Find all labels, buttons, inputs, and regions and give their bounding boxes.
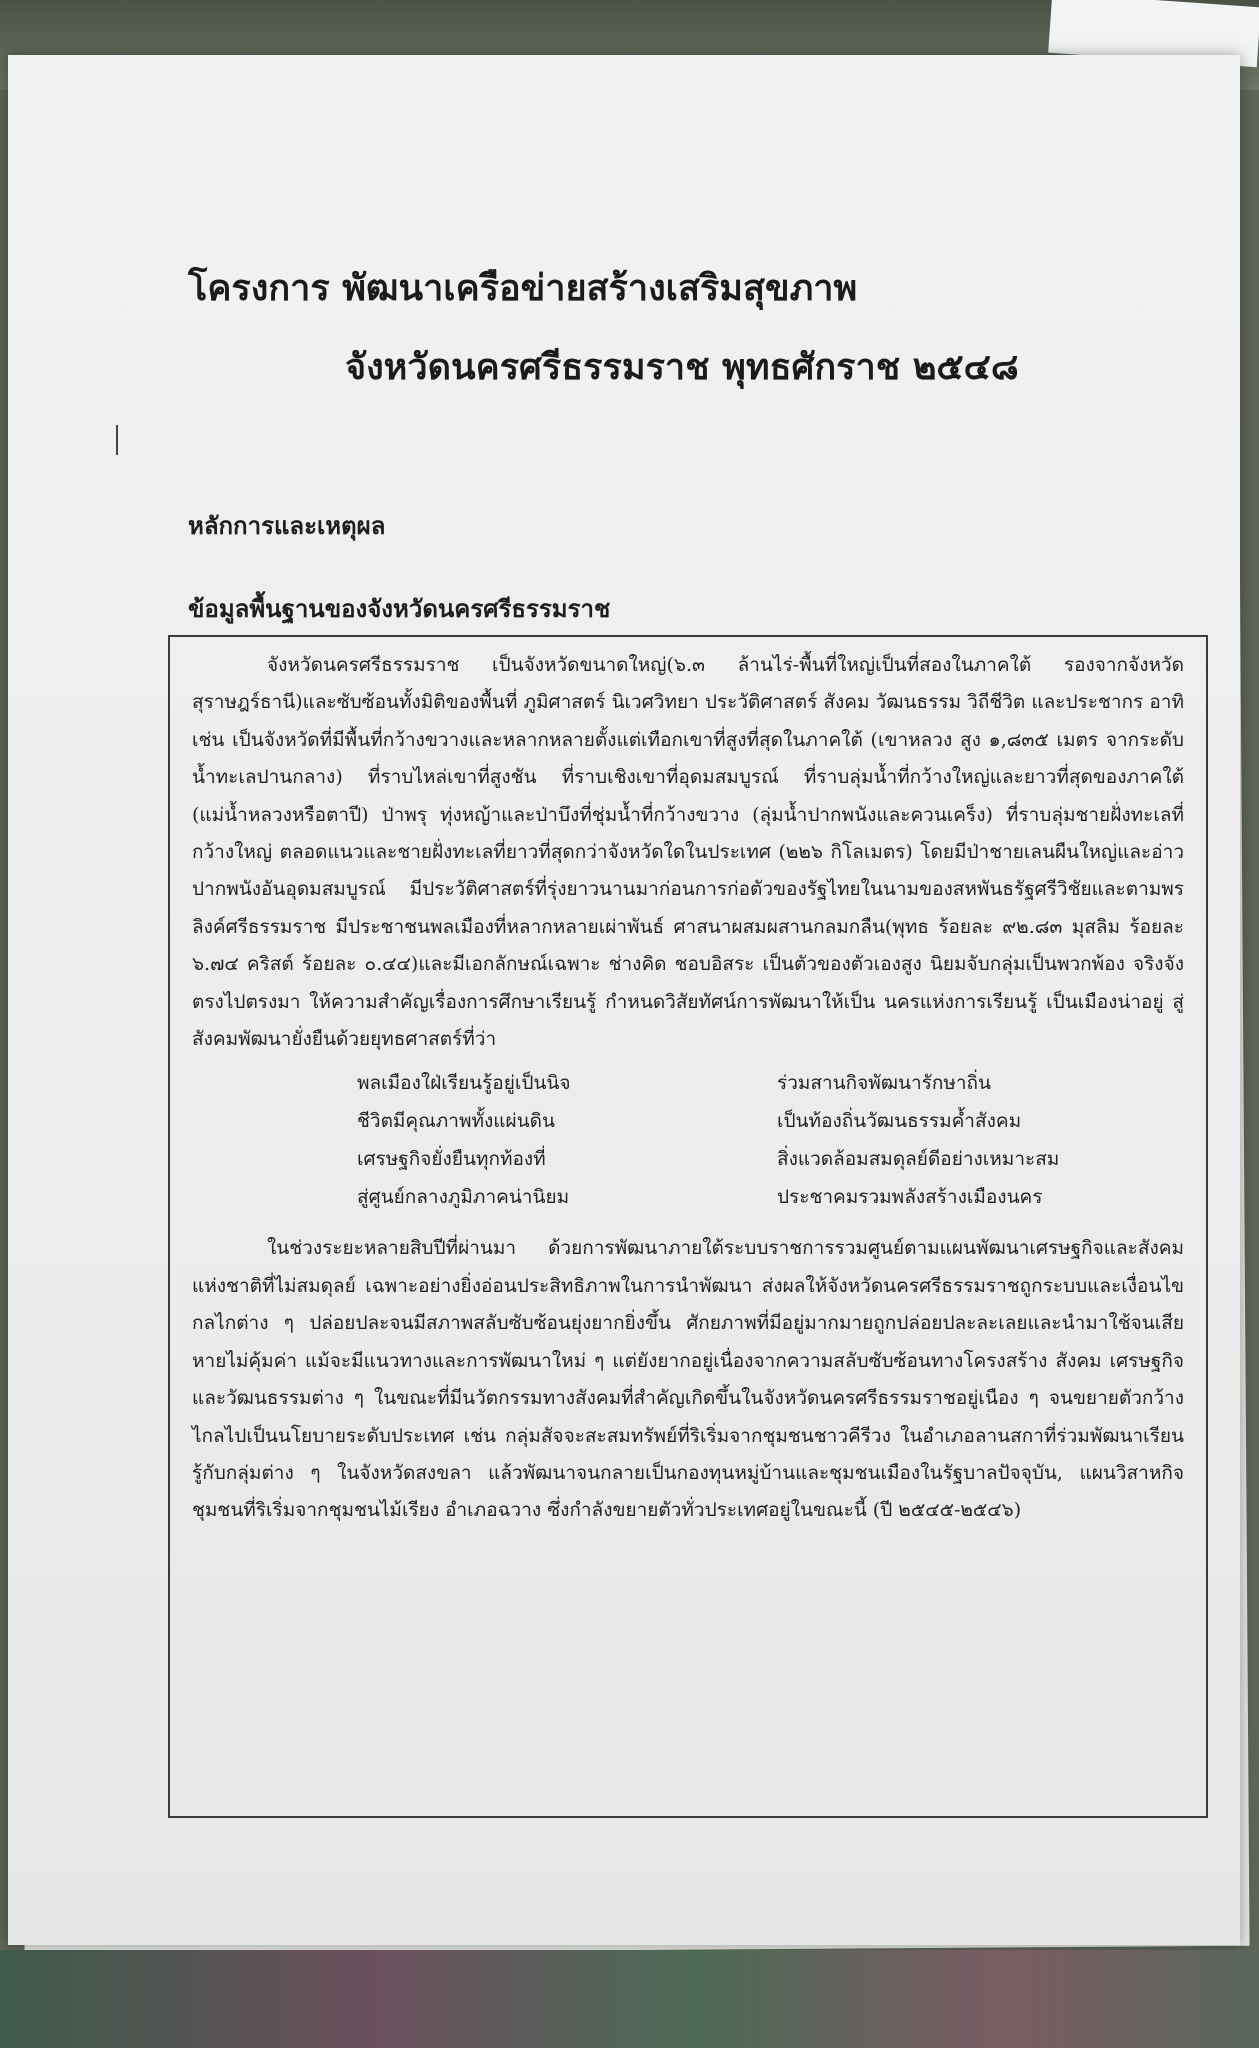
slogan-line: ประชาคมรวมพลังสร้างเมืองนคร bbox=[777, 1186, 1043, 1209]
slogan-line: สู่ศูนย์กลางภูมิภาคน่านิยม bbox=[357, 1186, 570, 1209]
slogan-line: ชีวิตมีคุณภาพทั้งแผ่นดิน bbox=[357, 1110, 555, 1133]
slogan-line: พลเมืองใฝ่เรียนรู้อยู่เป็นนิจ bbox=[357, 1072, 571, 1095]
paragraph-1: จังหวัดนครศรีธรรมราช เป็นจังหวัดขนาดใหญ่(๖.๓ ล้านไร่-พื้นที่ใหญ่เป็นที่สองในภาคใต้ รองจากจังหวัดสุราษฎร์ธานี)และซับซ้อนทั้งมิติของพื้นที่ ภูมิศาสตร์ นิเวศวิทยา ประวัติศาสตร์ สังคม วัฒนธรรม วิถีชีวิต และประชากร อาทิเช่น เป็นจังหวัดที่มีพื้นที่กว้างขวางและหลากหลายตั้งแต่เทือกเขาที่สูงที่สุดในภาคใต้ (เขาหลวง สูง ๑,๘๓๕ เมตร จากระดับน้ำทะเลปานกลาง) ที่ราบไหล่เขาที่สูงชัน ที่ราบเชิงเขาที่อุดมสมบูรณ์ ที่ราบลุ่มน้ำที่กว้างใหญ่และยาวที่สุดของภาคใต้ (แม่น้ำหลวงหรือตาปี) ป่าพรุ ทุ่งหญ้าและป่าบึงที่ชุ่มน้ำที่กว้างขวาง (ลุ่มน้ำปากพนังและควนเคร็ง) ที่ราบลุ่มชายฝั่งทะเลที่กว้างใหญ่ ตลอดแนวและชายฝั่งทะเลที่ยาวที่สุดกว่าจังหวัดใดในประเทศ (๒๒๖ กิโลเมตร) โดยมีป่าชายเลนผืนใหญ่และอ่าวปากพนังอันอุดมสมบูรณ์ มีประวัติศาสตร์ที่รุ่งยาวนานมาก่อนการก่อตัวของรัฐไทยในนามของสหพันธรัฐศรีวิชัยและตามพรลิงค์ศรีธรรมราช มีประชาชนพลเมืองที่หลากหลายเผ่าพันธ์ ศาสนาผสมผสานกลมกลืน(พุทธ ร้อยละ ๙๒.๘๓ มุสลิม ร้อยละ ๖.๗๔ คริสต์ ร้อยละ ๐.๔๔)และมีเอกลักษณ์เฉพาะ ช่างคิด ชอบอิสระ เป็นตัวของตัวเองสูง นิยมจับกลุ่มเป็นพวกพ้อง จริงจัง ตรงไปตรงมา ให้ความสำคัญเรื่องการศึกษาเรียนรู้ กำหนดวิสัยทัศน์การพัฒนาให้เป็น นครแห่งการเรียนรู้ เป็นเมืองน่าอยู่ สู่สังคมพัฒนายั่งยืนด้วยยุทธศาสตร์ที่ว่า bbox=[192, 654, 1184, 1051]
document-title-line-2: จังหวัดนครศรีธรรมราช พุทธศักราช ๒๕๔๘ bbox=[345, 346, 1019, 388]
slogan-verse bbox=[357, 1064, 1184, 1216]
slogan-line: เศรษฐกิจยั่งยืนทุกท้องที่ bbox=[357, 1148, 546, 1171]
slogan-line: เป็นท้องถิ่นวัฒนธรรมค้ำสังคม bbox=[777, 1110, 1022, 1133]
fabric-background-bottom bbox=[0, 1950, 1259, 2048]
document-title-line-1: โครงการ พัฒนาเครือข่ายสร้างเสริมสุขภาพ bbox=[188, 267, 858, 309]
document-page bbox=[8, 55, 1240, 1945]
slogan-line: สิ่งแวดล้อมสมดุลย์ดีอย่างเหมาะสม bbox=[777, 1148, 1060, 1171]
section-heading: หลักการและเหตุผล bbox=[188, 511, 386, 540]
paragraph-2: ในช่วงระยะหลายสิบปีที่ผ่านมา ด้วยการพัฒนาภายใต้ระบบราชการรวมศูนย์ตามแผนพัฒนาเศรษฐกิจและสังคมแห่งชาติที่ไม่สมดุลย์ เฉพาะอย่างยิ่งอ่อนประสิทธิภาพในการนำพัฒนา ส่งผลให้จังหวัดนครศรีธรรมราชถูกระบบและเงื่อนไขกลไกต่าง ๆ ปล่อยปละจนมีสภาพสลับซับซ้อนยุ่งยากยิ่งขึ้น ศักยภาพที่มีอยู่มากมายถูกปล่อยปละละเลยและนำมาใช้จนเสียหายไม่คุ้มค่า แม้จะมีแนวทางและการพัฒนาใหม่ ๆ แต่ยังยากอยู่เนื่องจากความสลับซับซ้อนทางโครงสร้าง สังคม เศรษฐกิจ และวัฒนธรรมต่าง ๆ ในขณะที่มีนวัตกรรมทางสังคมที่สำคัญเกิดขึ้นในจังหวัดนครศรีธรรมราชอยู่เนือง ๆ จนขยายตัวกว้างไกลไปเป็นนโยบายระดับประเทศ เช่น กลุ่มสัจจะสะสมทรัพย์ที่ริเริ่มจากชุมชนชาวคีรีวง ในอำเภอลานสกาที่ร่วมพัฒนาเรียนรู้กับกลุ่มต่าง ๆ ในจังหวัดสงขลา แล้วพัฒนาจนกลายเป็นกองทุนหมู่บ้านและชุมชนเมืองในรัฐบาลปัจจุบัน, แผนวิสาหกิจชุมชนที่ริเริ่มจากชุมชนไม้เรียง อำเภอฉวาง ซึ่งกำลังขยายตัวทั่วประเทศอยู่ในขณะนี้ (ปี ๒๕๔๕-๒๕๔๖) bbox=[192, 1237, 1184, 1522]
subsection-heading: ข้อมูลพื้นฐานของจังหวัดนครศรีธรรมราช bbox=[188, 594, 611, 623]
content-frame bbox=[168, 635, 1208, 1818]
slogan-line: ร่วมสานกิจพัฒนารักษาถิ่น bbox=[777, 1072, 992, 1095]
margin-pen-mark bbox=[116, 425, 118, 455]
